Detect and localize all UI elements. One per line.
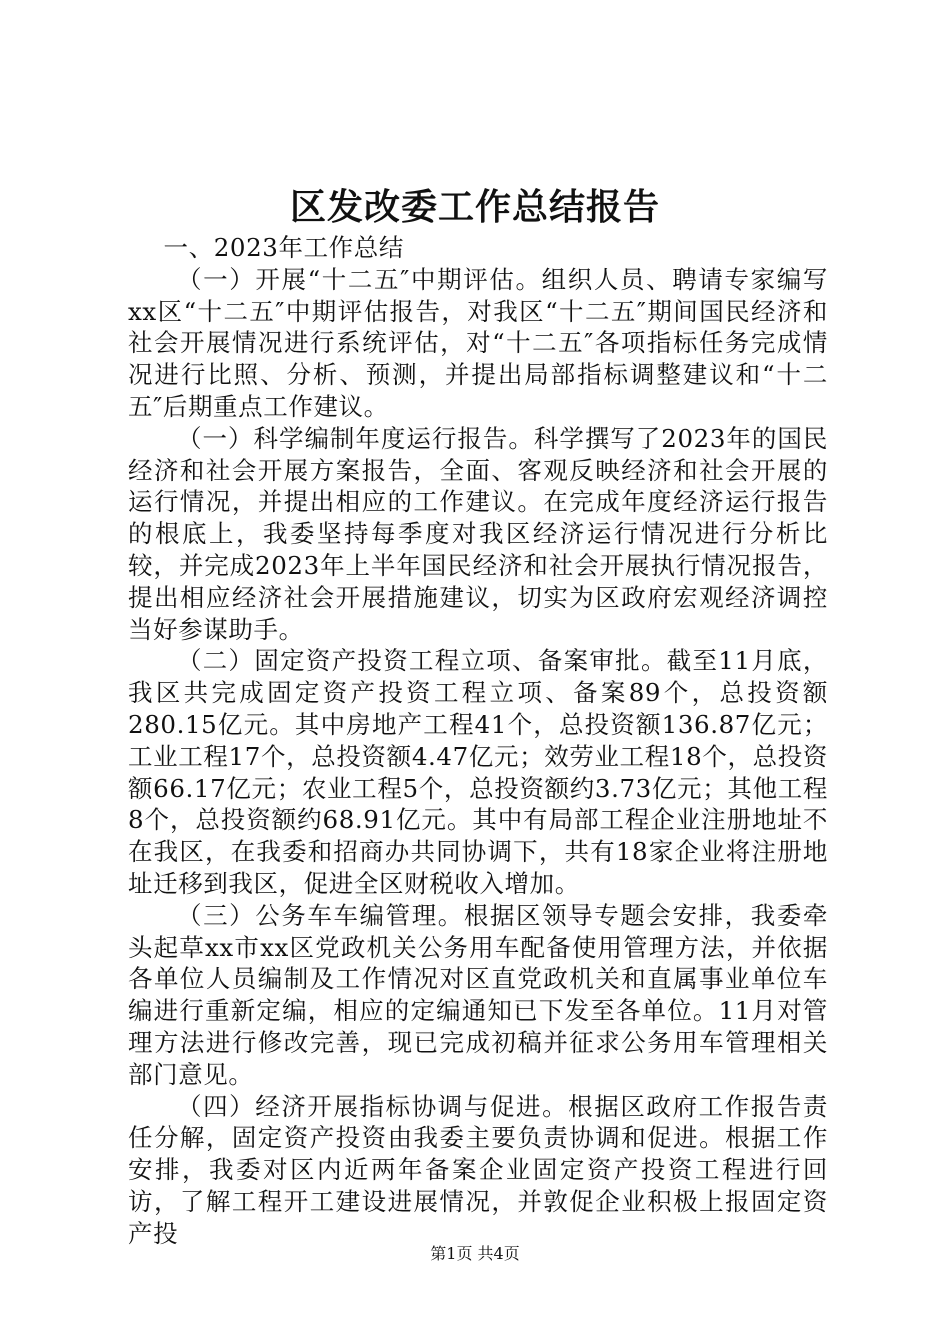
page-number: 第1页 共4页 <box>430 1244 520 1263</box>
paragraph: （二）固定资产投资工程立项、备案审批。截至11月底，我区共完成固定资产投资工程立项、备案89个，总投资额280.15亿元。其中房地产工程41个，总投资额136.87亿元；工业工程17个，总投资额4.47亿元；效劳业工程18个，总投资额66.17亿元；农业工程5个，总投资额约3.73亿元；其他工程8个，总投资额约68.91亿元。其中有局部工程企业注册地址不在我区，在我委和招商办共同协调下，共有18家企业将注册地址迁移到我区，促进全区财税收入增加。 <box>128 646 828 898</box>
document-body <box>128 232 828 1250</box>
paragraph: （四）经济开展指标协调与促进。根据区政府工作报告责任分解，固定资产投资由我委主要负责协调和促进。根据工作安排，我委对区内近两年备案企业固定资产投资工程进行回访，了解工程开工建设进展情况，并敦促企业积极上报固定资产投 <box>128 1091 828 1248</box>
paragraph: （一）科学编制年度运行报告。科学撰写了2023年的国民经济和社会开展方案报告，全面、客观反映经济和社会开展的运行情况，并提出相应的工作建议。在完成年度经济运行报告的根底上，我委坚持每季度对我区经济运行情况进行分析比较，并完成2023年上半年国民经济和社会开展执行情况报告，提出相应经济社会开展措施建议，切实为区政府宏观经济调控当好参谋助手。 <box>128 423 828 644</box>
paragraph: （一）开展“十二五″中期评估。组织人员、聘请专家编写xx区“十二五″中期评估报告，对我区“十二五″期间国民经济和社会开展情况进行系统评估，对“十二五″各项指标任务完成情况进行比照、分析、预测，并提出局部指标调整建议和“十二五″后期重点工作建议。 <box>128 264 828 421</box>
paragraph: （三）公务车车编管理。根据区领导专题会安排，我委牵头起草xx市xx区党政机关公务用车配备使用管理方法，并依据各单位人员编制及工作情况对区直党政机关和直属事业单位车编进行重新定编，相应的定编通知已下发至各单位。11月对管理方法进行修改完善，现已完成初稿并征求公务用车管理相关部门意见。 <box>128 900 828 1089</box>
document-title: 区发改委工作总结报告 <box>289 186 660 228</box>
section-heading: 一、2023年工作总结 <box>163 233 404 262</box>
